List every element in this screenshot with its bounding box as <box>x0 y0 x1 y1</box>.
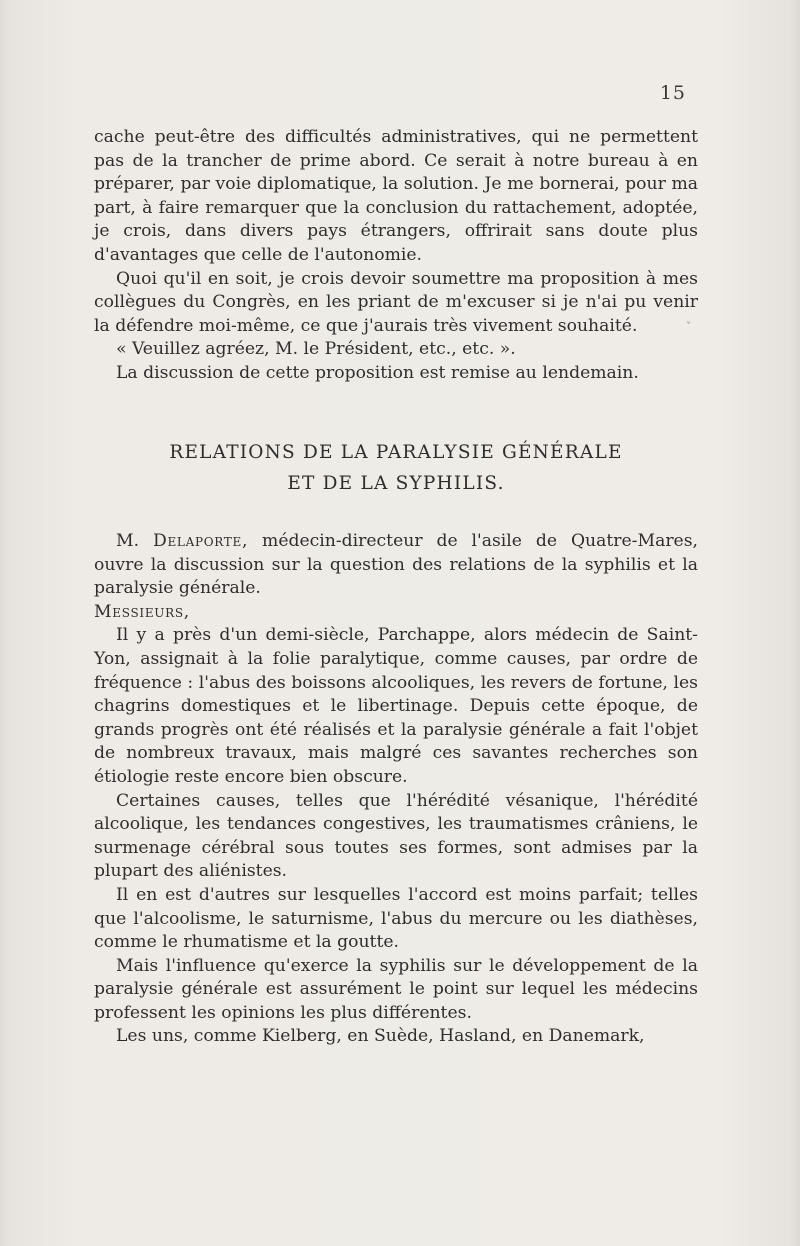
main-paragraph-2: Certaines causes, telles que l'hérédité vésanique, l'hérédité alcoolique, les tendances congestives, les traumatismes crâniens, le surmenage cérébral sous toutes ses formes, sont admises par la plupart des aliénistes. <box>94 790 698 882</box>
margin-mark: ˇ <box>686 322 691 333</box>
salutation: Messieurs, <box>94 601 190 622</box>
intro-paragraph-3: La discussion de cette proposition est remise au lendemain. <box>116 362 639 383</box>
speaker-text: médecin-directeur de l'asile de Quatre-Mares, ouvre la discussion sur la question des relations de la syphilis et la paralysie générale. <box>94 531 698 599</box>
section-title-line-2: ET DE LA SYPHILIS. <box>287 473 505 494</box>
main-paragraph-3: Il en est d'autres sur lesquelles l'accord est moins parfait; telles que l'alcoolisme, le saturnisme, l'abus du mercure ou les diathèses, comme le rhumatisme et la goutte. <box>94 884 698 953</box>
intro-paragraph-1: cache peut-être des difficultés administratives, qui ne permettent pas de la trancher de prime abord. Ce serait à notre bureau à en préparer, par voie diplomatique, la solution. Je me bornerai, pour ma part, à faire remarquer que la conclusion du rattachement, adoptée, je crois, dans divers pays étrangers, offrirait sans doute plus d'avantages que celle de l'autonomie. <box>94 127 698 265</box>
page-number: 15 <box>659 82 686 104</box>
intro-closing-quote: « Veuillez agréez, M. le Président, etc., etc. ». <box>116 339 516 360</box>
section-title <box>94 437 698 499</box>
main-paragraph-4: Mais l'influence qu'exerce la syphilis sur le développement de la paralysie générale est assurément le point sur lequel les médecins professent les opinions les plus différentes. <box>94 955 698 1023</box>
speaker-name: Delaporte, <box>152 531 249 551</box>
intro-paragraph-2: Quoi qu'il en soit, je crois devoir soumettre ma proposition à mes collègues du Congrès, en les priant de m'excuser si je n'ai pu venir la défendre moi-même, ce que j'aurais très vivement souhaité. <box>94 268 698 336</box>
speaker-paragraph <box>94 530 698 601</box>
main-paragraph-5: Les uns, comme Kielberg, en Suède, Hasland, en Danemark, <box>116 1026 645 1047</box>
main-paragraph-1: Il y a près d'un demi-siècle, Parchappe, alors médecin de Saint-Yon, assignait à la folie paralytique, comme causes, par ordre de fréquence : l'abus des boissons alcooliques, les revers de fortune, les chagrins domestiques et le libertinage. Depuis cette époque, de grands progrès ont été réalisés et la paralysie générale a fait l'objet de nombreux travaux, mais malgré ces savantes recherches son étiologie reste encore bien obscure. <box>94 625 698 787</box>
right-page-shadow <box>790 0 800 1246</box>
speaker-prefix: M. <box>116 531 153 551</box>
intro-text-block <box>94 126 698 386</box>
section-title-line-1: RELATIONS DE LA PARALYSIE GÉNÉRALE <box>169 442 623 463</box>
main-text-block <box>94 530 698 1049</box>
left-page-shadow <box>0 0 10 1246</box>
